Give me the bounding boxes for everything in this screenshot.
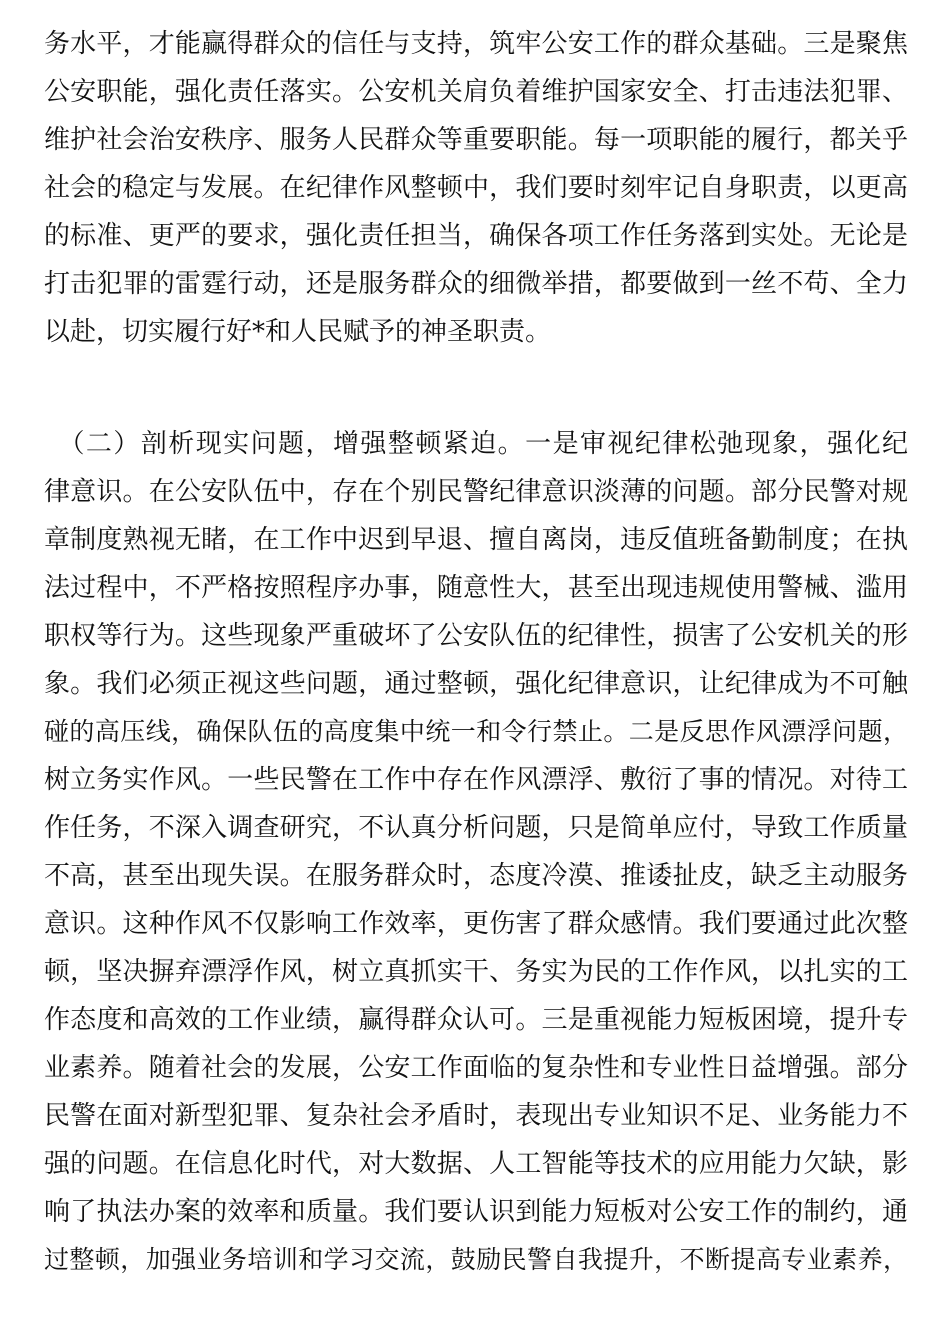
text-line: 的标准、更严的要求，强化责任担当，确保各项工作任务落到实处。无论是 <box>44 221 908 251</box>
paragraph-duties <box>44 20 908 356</box>
text-line: 法过程中，不严格按照程序办事，随意性大，甚至出现违规使用警械、滥用 <box>44 573 908 603</box>
text-line: 作态度和高效的工作业绩，赢得群众认可。三是重视能力短板困境，提升专 <box>44 1005 908 1035</box>
text-line: 意识。这种作风不仅影响工作效率，更伤害了群众感情。我们要通过此次整 <box>44 909 908 939</box>
text-line: 公安职能，强化责任落实。公安机关肩负着维护国家安全、打击违法犯罪、 <box>44 77 908 107</box>
text-line: 业素养。随着社会的发展，公安工作面临的复杂性和专业性日益增强。部分 <box>44 1053 908 1083</box>
text-line: 职权等行为。这些现象严重破坏了公安队伍的纪律性，损害了公安机关的形 <box>44 621 908 651</box>
text-line: 过整顿，加强业务培训和学习交流，鼓励民警自我提升，不断提高专业素养， <box>44 1245 908 1274</box>
text-line: 响了执法办案的效率和质量。我们要认识到能力短板对公安工作的制约，通 <box>44 1197 908 1227</box>
text-line: 作任务，不深入调查研究，不认真分析问题，只是简单应付，导致工作质量 <box>44 813 908 843</box>
text-line <box>44 1284 908 1332</box>
text-line: 不高，甚至出现失误。在服务群众时，态度冷漠、推诿扯皮，缺乏主动服务 <box>44 861 908 891</box>
text-line: 打击犯罪的雷霆行动，还是服务群众的细微举措，都要做到一丝不苟、全力 <box>44 269 908 299</box>
text-line: 以赴，切实履行好*和人民赋予的神圣职责。 <box>44 317 552 347</box>
text-line: 顿，坚决摒弃漂浮作风，树立真抓实干、务实为民的工作作风，以扎实的工 <box>44 957 908 987</box>
text-line: 树立务实作风。一些民警在工作中存在作风漂浮、敷衍了事的情况。对待工 <box>44 765 908 795</box>
text-line: 律意识。在公安队伍中，存在个别民警纪律意识淡薄的问题。部分民警对规 <box>44 477 908 507</box>
text-line: 民警在面对新型犯罪、复杂社会矛盾时，表现出专业知识不足、业务能力不 <box>44 1101 908 1131</box>
text-line: 务水平，才能赢得群众的信任与支持，筑牢公安工作的群众基础。三是聚焦 <box>44 29 908 59</box>
paragraph-problems <box>44 420 908 1332</box>
text-line: 强的问题。在信息化时代，对大数据、人工智能等技术的应用能力欠缺，影 <box>44 1149 908 1179</box>
section-heading-line: （二）剖析现实问题，增强整顿紧迫。一是审视纪律松弛现象，强化纪 <box>44 429 908 459</box>
text-line: 碰的高压线，确保队伍的高度集中统一和令行禁止。二是反思作风漂浮问题， <box>44 717 908 746</box>
text-line: 社会的稳定与发展。在纪律作风整顿中，我们要时刻牢记自身职责，以更高 <box>44 173 908 203</box>
text-line: 维护社会治安秩序、服务人民群众等重要职能。每一项职能的履行，都关乎 <box>44 125 908 155</box>
text-line: 象。我们必须正视这些问题，通过整顿，强化纪律意识，让纪律成为不可触 <box>44 669 908 699</box>
text-line: 章制度熟视无睹，在工作中迟到早退、擅自离岗，违反值班备勤制度；在执 <box>44 525 908 555</box>
